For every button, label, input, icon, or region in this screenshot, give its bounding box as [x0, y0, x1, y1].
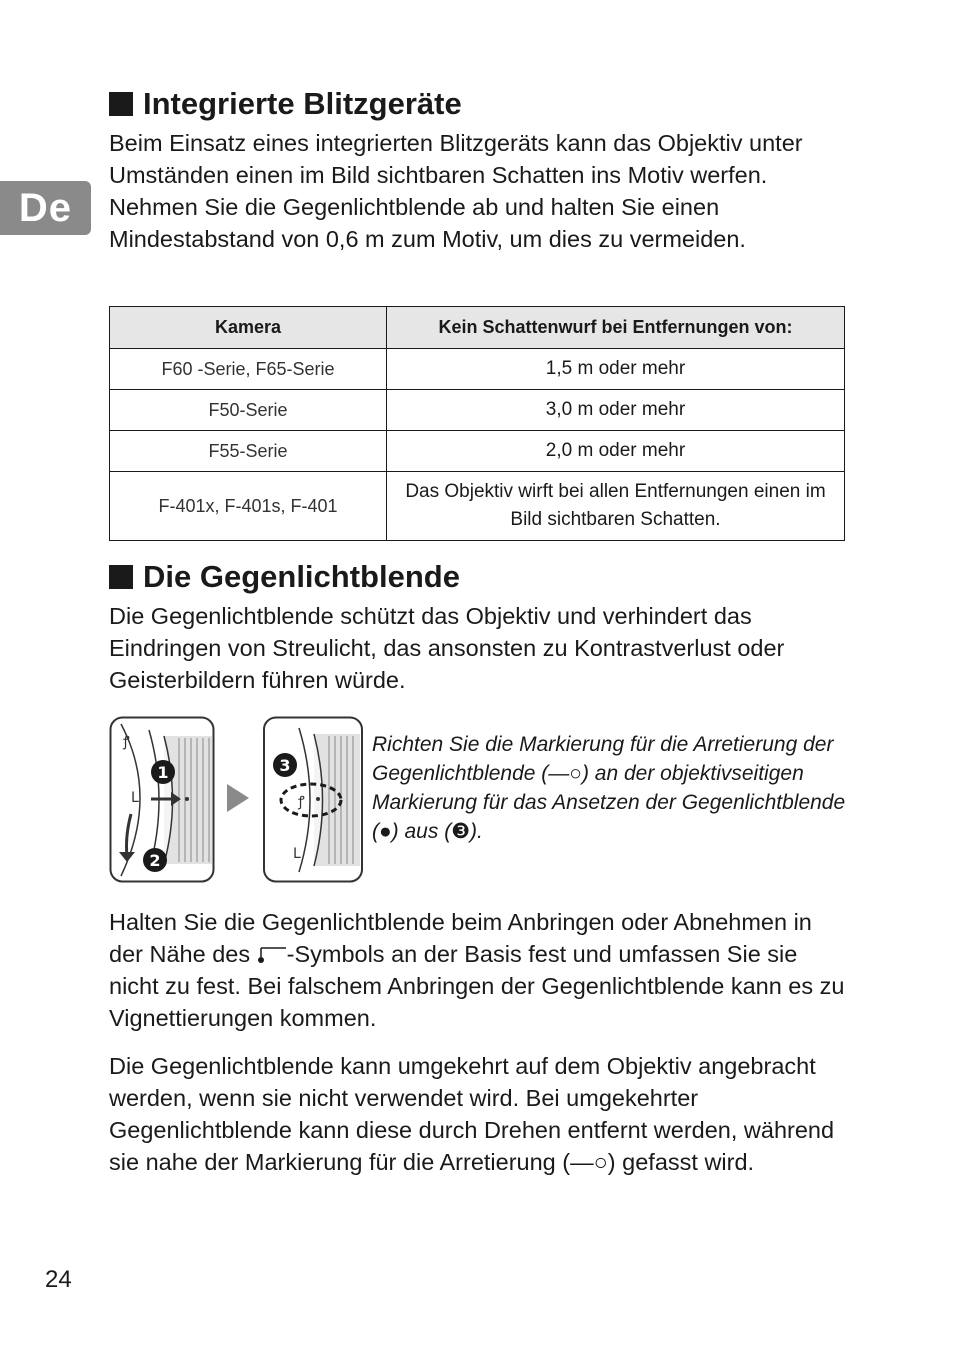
integrated-flash-paragraph: Beim Einsatz eines integrierten Blitzgeräts kann das Objektiv unter Umständen einen im Bild sichtbaren Schatten ins Motiv werfen. Nehmen Sie die Gegenlichtblende ab und halten Sie einen Mindestabstand von 0,6 m zum Motiv, um dies zu vermeiden. — [109, 130, 803, 252]
hood-alignment-illustration — [111, 718, 214, 882]
table-cell-distance: 2,0 m oder mehr — [387, 431, 845, 472]
table-row — [110, 431, 845, 472]
section-title-text: Integrierte Blitzgeräte — [143, 86, 462, 121]
table-cell-camera: F60 -Serie, F65-Serie — [110, 349, 387, 390]
language-tab: De — [0, 181, 91, 235]
illustration-caption: Richten Sie die Markierung für die Arretierung der Gegenlichtblende (—○) an der objektivseitigen Markierung für das Ansetzen der Gegenlichtblende (●) aus (❸). — [372, 733, 846, 843]
step-2-number: 2 — [149, 851, 161, 870]
table-header-distance: Kein Schattenwurf bei Entfernungen von: — [387, 307, 845, 349]
section-bullet-icon — [109, 565, 133, 589]
step-3-number: 3 — [279, 756, 291, 775]
hood-locked-illustration — [264, 718, 362, 882]
grip-text-before: Halten Sie die Gegenlichtblende beim Anbringen oder Abnehmen in der Nähe des — [109, 909, 812, 967]
table-cell-camera: F55-Serie — [110, 431, 387, 472]
svg-text:ᒪ: ᒪ — [131, 790, 139, 806]
shadow-distance-table — [109, 306, 845, 541]
svg-text:ꝭ: ꝭ — [298, 794, 305, 810]
page-number: 24 — [45, 1266, 72, 1293]
hood-mount-symbol-icon — [257, 944, 287, 964]
svg-text:ꝭ: ꝭ — [123, 734, 130, 750]
section-title-integrated-flash — [109, 86, 462, 122]
table-header-row — [110, 307, 845, 349]
section-title-text: Die Gegenlichtblende — [143, 559, 460, 594]
step-1-number: 1 — [157, 763, 169, 782]
section-title-lens-hood — [109, 559, 460, 595]
table-cell-camera: F-401x, F-401s, F-401 — [110, 472, 387, 541]
lens-hood-paragraph: Die Gegenlichtblende schützt das Objektiv und verhindert das Eindringen von Streulicht, das ansonsten zu Kontrastverlust oder Geisterbildern führen würde. — [109, 603, 785, 693]
table-row — [110, 472, 845, 541]
table-row — [110, 349, 845, 390]
lens-hood-attach-illustration — [109, 716, 365, 884]
table-row — [110, 390, 845, 431]
table-cell-camera: F50-Serie — [110, 390, 387, 431]
table-cell-distance: 3,0 m oder mehr — [387, 390, 845, 431]
table-cell-distance: Das Objektiv wirft bei allen Entfernungen einen im Bild sichtbaren Schatten. — [387, 472, 845, 541]
table-header-camera: Kamera — [110, 307, 387, 349]
section-bullet-icon — [109, 92, 133, 116]
table-cell-distance: 1,5 m oder mehr — [387, 349, 845, 390]
reverse-mount-paragraph: Die Gegenlichtblende kann umgekehrt auf dem Objektiv angebracht werden, wenn sie nicht verwendet wird. Bei umgekehrter Gegenlichtblende kann diese durch Drehen entfernt werden, während sie nahe der Markierung für die Arretierung (—○) gefasst wird. — [109, 1053, 835, 1175]
arrow-right-icon — [227, 784, 249, 812]
grip-text-after: -Symbols an der Basis fest und umfassen Sie sie nicht zu fest. Bei falschem Anbringen der Gegenlichtblende kann es zu Vignettierungen kommen. — [109, 941, 845, 1031]
svg-text:ᒪ: ᒪ — [293, 846, 301, 862]
grip-instructions-paragraph — [109, 906, 849, 1034]
